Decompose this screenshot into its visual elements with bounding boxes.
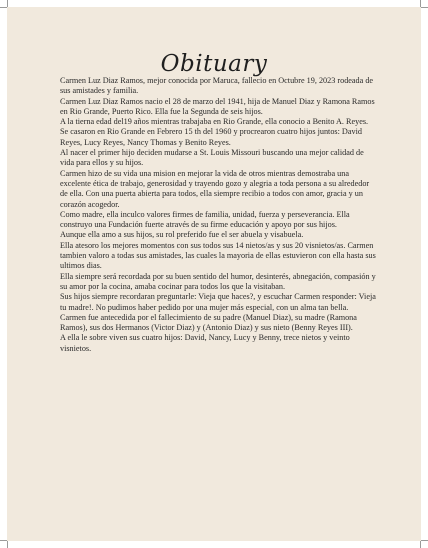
paragraph: Aunque ella amo a sus hijos, su rol preferido fue el ser abuela y visabuela. [60,230,304,240]
paragraph: A ella le sobre viven sus cuatro hijos: David, Nancy, Lucy y Benny, trece nietos y veinto visnietos. [60,333,350,353]
obituary-body [60,76,378,354]
crop-mark [420,541,421,548]
paragraph: Carmen Luz Diaz Ramos nacio el 28 de marzo del 1941, hija de Manuel Diaz y Ramona Ramos en Rio Grande, Puerto Rico. Ella fue la Segunda de seis hijos. [60,96,375,116]
crop-mark [7,541,8,548]
paragraph: Se casaron en Rio Grande en Febrero 15 th del 1960 y procrearon cuatro hijos juntos: David Reyes, Lucy Reyes, Nancy Thomas y Benito Reyes. [60,127,362,147]
paragraph: Ella siempre será recordada por su buen sentido del humor, desinterés, abnegación, compasión y su amor por la cocina, amaba cocinar para todos los que la visitaban. [60,271,376,291]
crop-mark [7,0,8,7]
document-page [7,7,421,541]
crop-mark [421,540,428,541]
paragraph: Sus hijos siempre recordaran preguntarle: Vieja que haces?, y escuchar Carmen responder: Vieja tu madre!. No pudimos haber pedido por una mujer más especial, con un alma tan bella. [60,292,376,312]
crop-mark [420,0,421,7]
crop-mark [0,7,7,8]
crop-mark [0,540,7,541]
paragraph: Ella atesoro los mejores momentos con sus todos sus 14 nietos/as y sus 20 visnietos/as. Carmen tambien valoro a todas sus amistades, las cuales la mayoria de ellas estuvieron con ella hasta sus ultimos dias. [60,240,376,271]
paragraph: Carmen fue antecedida por el fallecimiento de su padre (Manuel Diaz), su madre (Ramona Ramos), sus dos Hermanos (Victor Diaz) y (Antonio Diaz) y sus nieto (Benny Reyes III). [60,312,357,333]
paragraph: Al nacer el primer hijo deciden mudarse a St. Louis Missouri buscando una mejor calidad de vida para ellos y su hijos. [60,148,364,168]
page-title: Obituary [160,51,268,77]
paragraph: Como madre, ella inculco valores firmes de familia, unidad, fuerza y perseverancia. Ella construyo una Fundación fuerte através de su firme educación y apoyo por sus hijos. [60,209,350,230]
paragraph: Carmen Luz Diaz Ramos, mejor conocida por Maruca, fallecio en Octubre 19, 2023 rodeada de sus amistades y familia. [60,76,374,96]
paragraph: Carmen hizo de su vida una mision en mejorar la vida de otros mientras demostraba una excelente ética de trabajo, generosidad y trayendo gozo y alegria a toda persona a su alrededor de ella. Con una puerta abierta para todos, ella siempre recibio a todos con amor, gracia y un corazón acogedor. [60,168,370,209]
paragraph: A la tierna edad del19 años mientras trabajaba en Rio Grande, ella conocio a Benito A. Reyes. [60,117,369,127]
crop-mark [421,7,428,8]
